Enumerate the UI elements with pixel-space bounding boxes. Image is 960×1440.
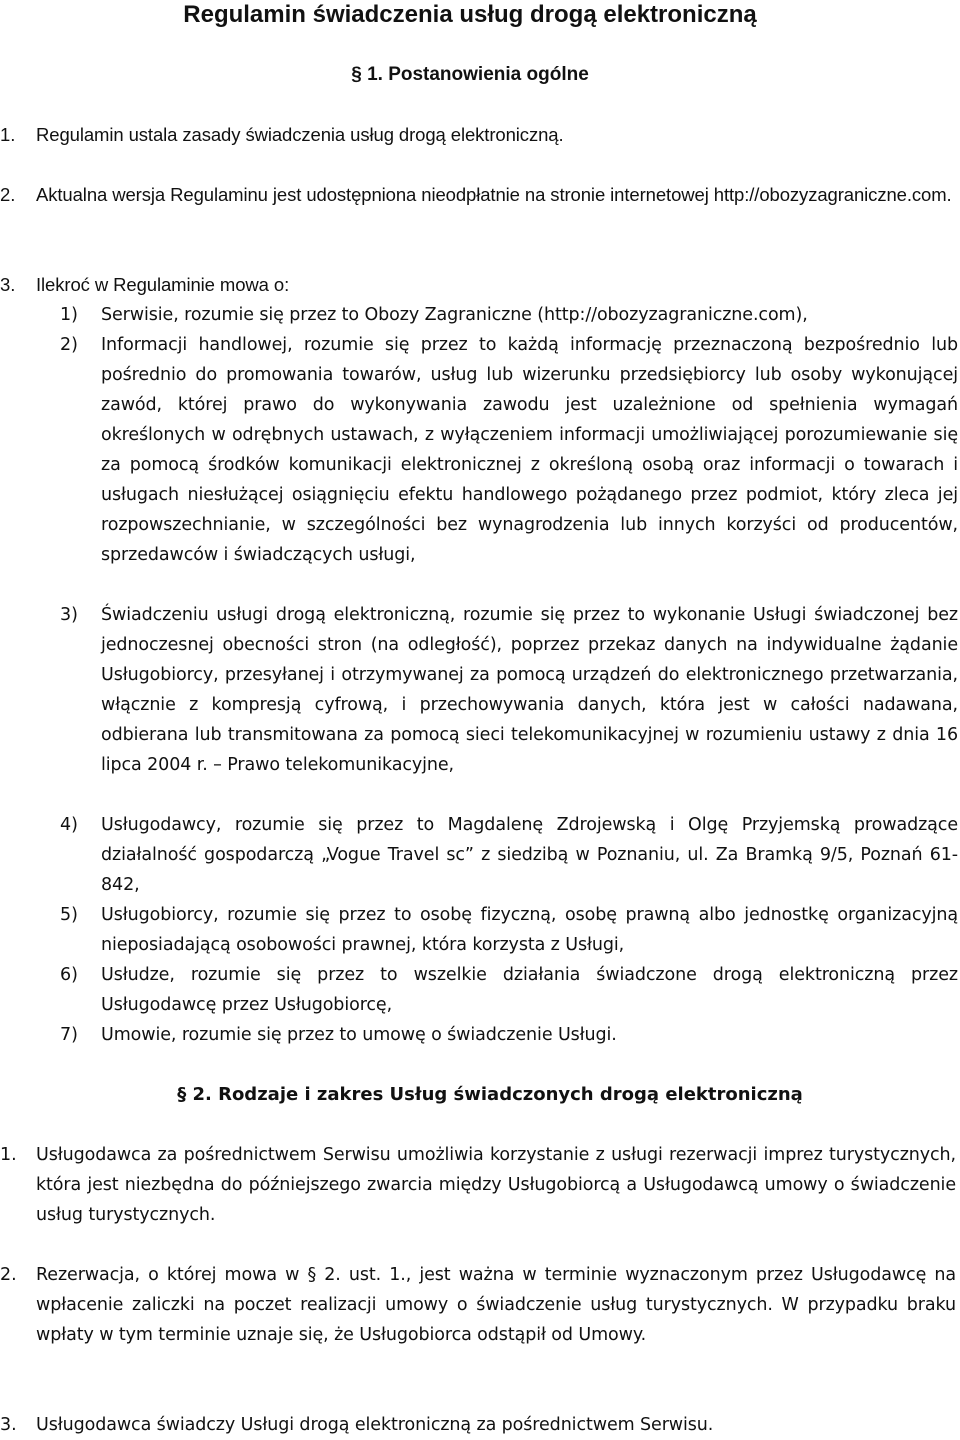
definition-number: 3) — [60, 605, 78, 625]
item-text: Usługodawca świadczy Usługi drogą elektroniczną za pośrednictwem Serwisu. — [36, 1415, 714, 1435]
definition-number: 1) — [60, 305, 78, 325]
definition-text: Serwisie, rozumie się przez to Obozy Zagraniczne (http://obozyzagraniczne.com), — [101, 305, 808, 325]
definition-number: 4) — [60, 815, 78, 835]
definition-text: Usługodawcy, rozumie się przez to Magdalenę Zdrojewską i Olgę Przyjemską prowadzące działalność gospodarczą „Vogue Travel sc” z siedzibą w Poznaniu, ul. Za Bramką 9/5, Poznań 61-842, — [101, 815, 958, 895]
definition-text: Informacji handlowej, rozumie się przez to każdą informację przeznaczoną bezpośrednio lub pośrednio do promowania towarów, usług lub wizerunku przedsiębiorcy lub osoby wykonującej zawód, której prawo do wykonywania zawodu jest uzależnione od spełnienia wymagań określonych w odrębnych ustawach, z wyłączeniem informacji umożliwiającej porozumiewanie się za pomocą środków komunikacji elektronicznej z określoną osobą oraz informacji o towarach i usługach niesłużącej osiągnięciu efektu handlowego pożądanego przez podmiot, który zleca jej rozpowszechnianie, w szczególności bez wynagrodzenia lub innych korzyści od producentów, sprzedawców i świadczących usługi, — [101, 335, 958, 565]
definition-number: 6) — [60, 965, 78, 985]
item-number: 2. — [0, 184, 16, 205]
section-1-heading: § 1. Postanowienia ogólne — [351, 64, 589, 85]
item-text: Aktualna wersja Regulaminu jest udostępniona nieodpłatnie na stronie internetowej http://obozyzagraniczne.com. — [36, 184, 952, 205]
item-number: 1. — [0, 124, 16, 145]
item-text: Rezerwacja, o której mowa w § 2. ust. 1., jest ważna w terminie wyznaczonym przez Usługodawcę na wpłacenie zaliczki na poczet realizacji umowy o świadczenie usług turystycznych. W przypadku braku wpłaty w tym terminie uznaje się, że Usługobiorca odstąpił od Umowy. — [36, 1265, 956, 1345]
definition-number: 7) — [60, 1025, 78, 1045]
definition-text: Usługobiorcy, rozumie się przez to osobę fizyczną, osobę prawną albo jednostkę organizacyjną nieposiadającą osobowości prawnej, która korzysta z Usługi, — [101, 905, 958, 955]
item-text: Ilekroć w Regulaminie mowa o: — [36, 274, 290, 295]
definition-text: Świadczeniu usługi drogą elektroniczną, rozumie się przez to wykonanie Usługi świadczonej bez jednoczesnej obecności stron (na odległość), poprzez przekaz danych na indywidualne żądanie Usługobiorcy, przesyłanej i otrzymywanej za pomocą urządzeń do elektronicznego przetwarzania, włącznie z kompresją cyfrową, i przechowywania danych, która jest w całości nadawana, odbierana lub transmitowana za pomocą sieci telekomunikacyjnej w rozumieniu ustawy z dnia 16 lipca 2004 r. – Prawo telekomunikacyjne, — [101, 605, 958, 775]
item-text: Usługodawca za pośrednictwem Serwisu umożliwia korzystanie z usługi rezerwacji imprez turystycznych, która jest niezbędna do późniejszego zwarcia między Usługobiorcą a Usługodawcą umowy o świadczenie usług turystycznych. — [36, 1145, 956, 1225]
definition-number: 5) — [60, 905, 78, 925]
item-number: 3. — [0, 274, 16, 295]
item-number: 2. — [0, 1265, 17, 1285]
document-title: Regulamin świadczenia usług drogą elektroniczną — [183, 1, 757, 28]
definition-text: Usłudze, rozumie się przez to wszelkie działania świadczone drogą elektroniczną przez Usługodawcę przez Usługobiorcę, — [101, 965, 958, 1015]
definition-text: Umowie, rozumie się przez to umowę o świadczenie Usługi. — [101, 1025, 617, 1045]
definition-number: 2) — [60, 335, 78, 355]
item-number: 1. — [0, 1145, 17, 1165]
item-number: 3. — [0, 1415, 17, 1435]
item-text: Regulamin ustala zasady świadczenia usług drogą elektroniczną. — [36, 124, 564, 145]
section-2-heading: § 2. Rodzaje i zakres Usług świadczonych drogą elektroniczną — [177, 1084, 803, 1105]
